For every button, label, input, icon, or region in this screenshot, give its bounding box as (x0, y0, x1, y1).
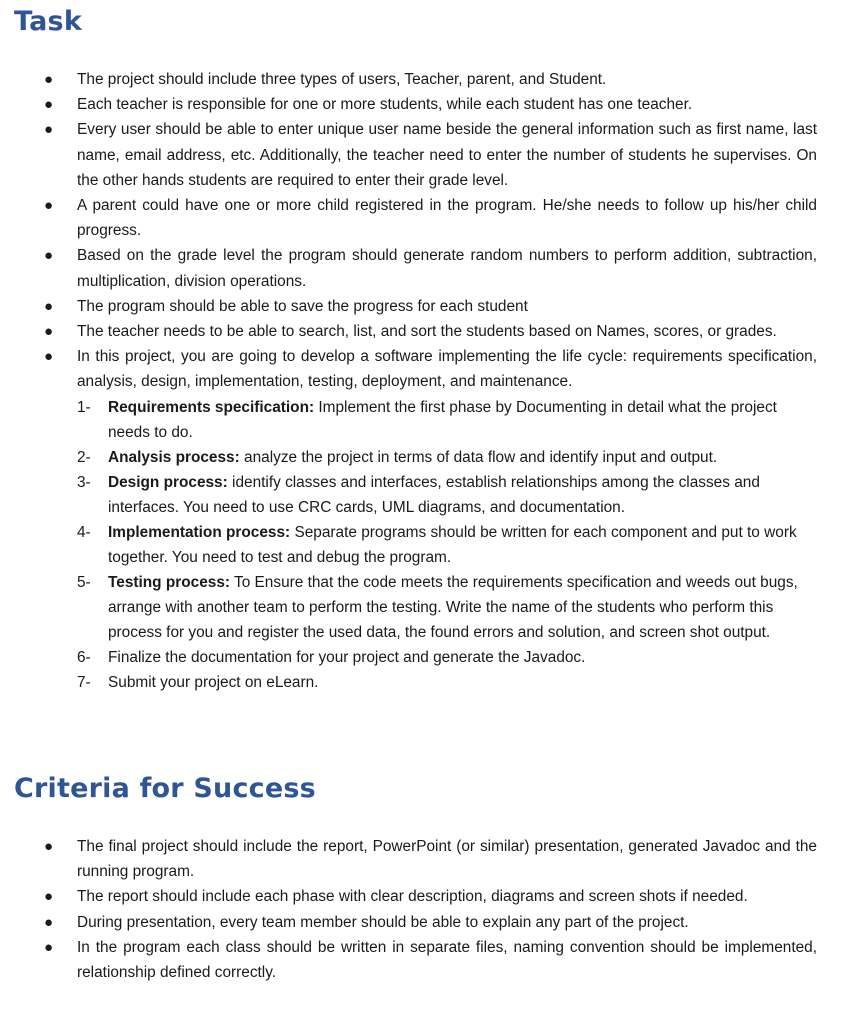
bullet-icon: ● (44, 121, 54, 139)
phase-item (77, 570, 817, 645)
list-item (0, 243, 842, 293)
bullet-icon: ● (44, 838, 54, 855)
phase-number: 4- (77, 523, 91, 541)
phase-item (77, 470, 817, 520)
list-item (0, 117, 842, 193)
phase-item (77, 445, 817, 470)
phase-name: Requirements specification: (108, 398, 315, 416)
phase-item (77, 395, 817, 445)
list-item-text: A parent could have one or more child registered in the program. He/she needs to follow up his/her child progress. (77, 197, 817, 240)
list-item-text: Each teacher is responsible for one or more students, while each student has one teacher. (77, 96, 693, 114)
bullet-icon: ● (44, 297, 54, 315)
bullet-icon: ● (44, 71, 54, 88)
phase-name: Analysis process: (108, 448, 240, 466)
bullet-icon: ● (44, 888, 54, 906)
phase-number: 1- (77, 398, 91, 416)
task-heading: Task (14, 6, 82, 37)
task-bullet-list (0, 67, 842, 695)
phase-text: Implement the first phase by Documenting in detail what the project needs to do. (108, 398, 777, 441)
phase-number: 6- (77, 648, 91, 666)
list-item-text: The project should include three types of users, Teacher, parent, and Student. (77, 71, 607, 88)
list-item (0, 910, 842, 935)
phase-text: To Ensure that the code meets the requirements specification and weeds out bugs, arrange with another team to perform the testing. Write the name of the students who perform this process for you and register the used data, the found errors and solution, and screen shot output. (108, 573, 798, 641)
list-item (0, 294, 842, 319)
list-item-text: Based on the grade level the program should generate random numbers to perform addition, subtraction, multiplication, division operations. (77, 247, 817, 290)
phase-name: Testing process: (108, 573, 231, 591)
list-item (0, 92, 842, 117)
phase-item (77, 670, 817, 695)
phase-name: Design process: (108, 473, 228, 491)
list-item-text: In this project, you are going to develop a software implementing the life cycle: requirements specification, analysis, design, implementation, testing, deployment, and maintenance. (77, 348, 817, 391)
phase-number: 3- (77, 473, 91, 491)
list-item-text: During presentation, every team member should be able to explain any part of the project. (77, 913, 689, 931)
list-item (0, 319, 842, 344)
bullet-icon: ● (44, 197, 54, 215)
phase-text: Separate programs should be written for each component and put to work together. You need to test and debug the program. (108, 523, 797, 566)
list-item (0, 935, 842, 985)
list-item-text: In the program each class should be written in separate files, naming convention should be implemented, relationship defined correctly. (77, 938, 817, 982)
phase-name: Implementation process: (108, 523, 291, 541)
list-item (0, 834, 842, 884)
bullet-icon: ● (44, 323, 54, 341)
criteria-heading: Criteria for Success (14, 773, 316, 804)
list-item-text: The report should include each phase with clear description, diagrams and screen shots if needed. (77, 888, 748, 906)
phase-list (77, 395, 817, 695)
list-item (0, 67, 842, 92)
bullet-icon: ● (44, 348, 54, 366)
phase-text: Finalize the documentation for your project and generate the Javadoc. (108, 648, 586, 666)
bullet-icon: ● (44, 96, 54, 114)
phase-number: 7- (77, 673, 91, 691)
bullet-icon: ● (44, 938, 54, 956)
list-item-text: Every user should be able to enter unique user name beside the general information such as first name, last name, email address, etc. Additionally, the teacher need to enter the number of students he supervises. On the other hands students are required to enter their grade level. (77, 121, 817, 189)
list-item-text: The final project should include the report, PowerPoint (or similar) presentation, generated Javadoc and the running program. (77, 838, 817, 881)
phase-text: Submit your project on eLearn. (108, 673, 319, 691)
list-item-text: The program should be able to save the progress for each student (77, 297, 528, 315)
list-item (0, 344, 842, 694)
phase-number: 2- (77, 448, 91, 466)
list-item-text: The teacher needs to be able to search, list, and sort the students based on Names, scores, or grades. (77, 323, 777, 341)
phase-item (77, 645, 817, 670)
phase-item (77, 520, 817, 570)
list-item (0, 884, 842, 909)
bullet-icon: ● (44, 913, 54, 931)
phase-number: 5- (77, 573, 91, 591)
criteria-bullet-list (0, 834, 842, 985)
bullet-icon: ● (44, 247, 54, 265)
phase-text: identify classes and interfaces, establish relationships among the classes and interfaces. You need to use CRC cards, UML diagrams, and documentation. (108, 473, 760, 516)
list-item (0, 193, 842, 243)
phase-text: analyze the project in terms of data flow and identify input and output. (239, 448, 718, 466)
